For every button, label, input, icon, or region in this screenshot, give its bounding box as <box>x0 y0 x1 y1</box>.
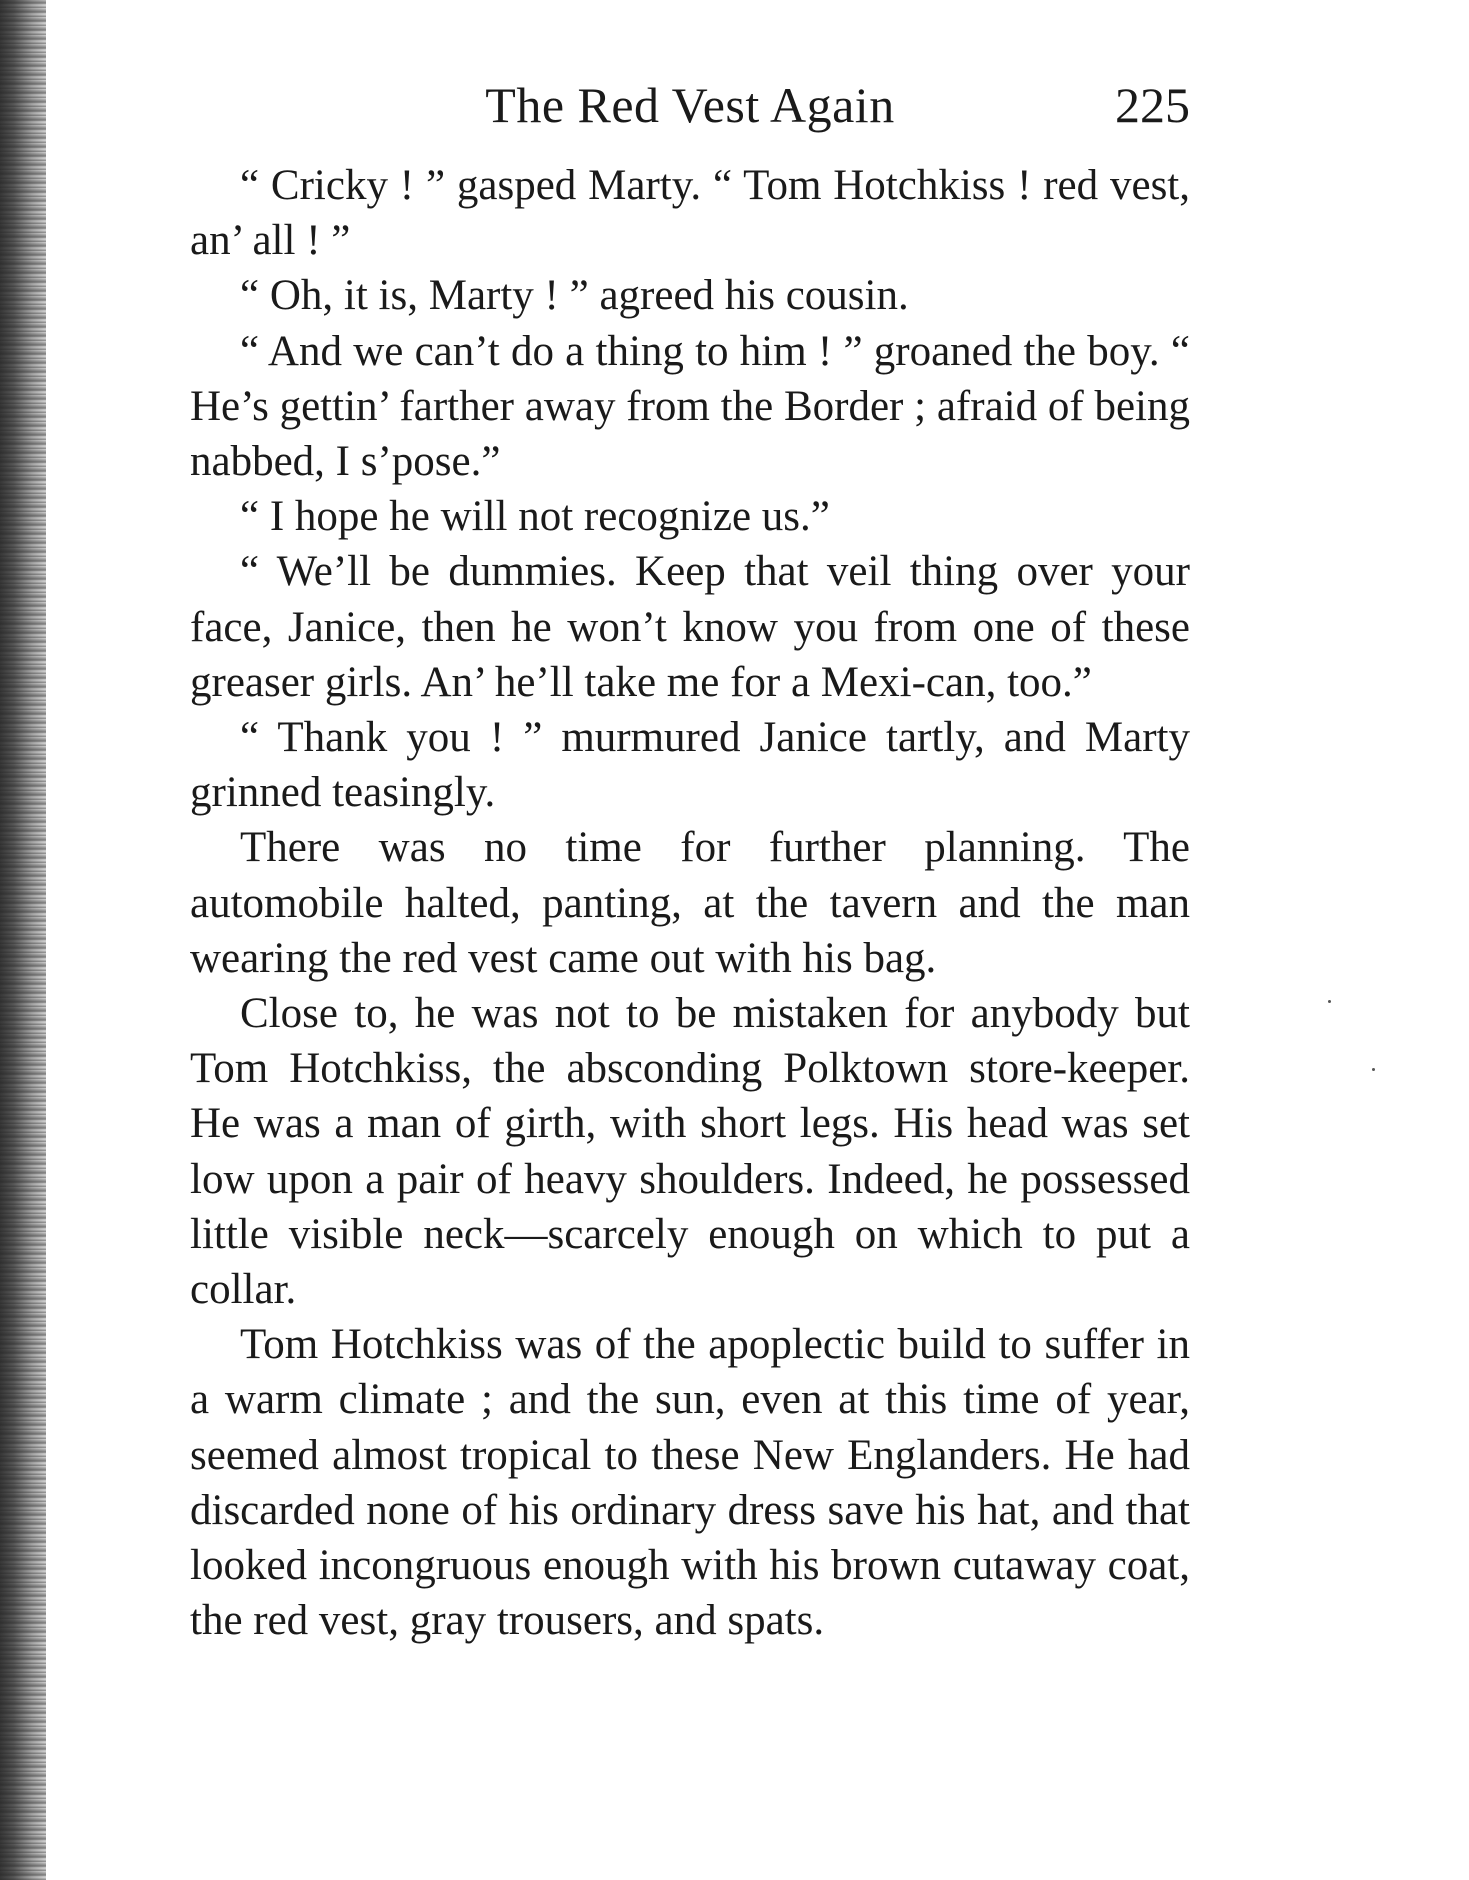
paragraph: Tom Hotchkiss was of the apoplectic build to suffer in a warm climate ; and the sun, even at this time of year, seemed almost tropical to these New Englanders. He had discarded none of his ordinary dress save his hat, and that looked incongruous enough with his brown cutaway coat, the red vest, gray trousers, and spats. <box>190 1321 1190 1645</box>
paragraph: “ Cricky ! ” gasped Marty. “ Tom Hotchkiss ! red vest, an’ all ! ” <box>190 162 1190 265</box>
paragraph: Close to, he was not to be mistaken for anybody but Tom Hotchkiss, the absconding Polktown store-keeper. He was a man of girth, with short legs. His head was set low upon a pair of heavy shoulders. Indeed, he possessed little visible neck—scarcely enough on which to put a collar. <box>190 990 1190 1314</box>
page-number: 225 <box>1115 77 1190 133</box>
paragraph: “ Thank you ! ” murmured Janice tartly, and Marty grinned teasingly. <box>190 714 1190 817</box>
page-binding-edge <box>0 0 46 1880</box>
page-header <box>190 70 1190 140</box>
paragraph: “ We’ll be dummies. Keep that veil thing over your face, Janice, then he won’t know you from one of these greaser girls. An’ he’ll take me for a Mexi-can, too.” <box>190 548 1190 706</box>
scan-speck <box>1328 1000 1331 1003</box>
paragraph: “ Oh, it is, Marty ! ” agreed his cousin. <box>240 272 909 320</box>
running-title: The Red Vest Again <box>485 77 895 133</box>
paragraph: “ And we can’t do a thing to him ! ” groaned the boy. “ He’s gettin’ farther away from the Border ; afraid of being nabbed, I s’pose.” <box>190 327 1190 486</box>
paragraph: There was no time for further planning. The automobile halted, panting, at the tavern and the man wearing the red vest came out with his bag. <box>190 824 1190 982</box>
paragraph: “ I hope he will not recognize us.” <box>240 493 830 541</box>
body-text <box>190 158 1190 1648</box>
scan-speck <box>1372 1068 1375 1071</box>
